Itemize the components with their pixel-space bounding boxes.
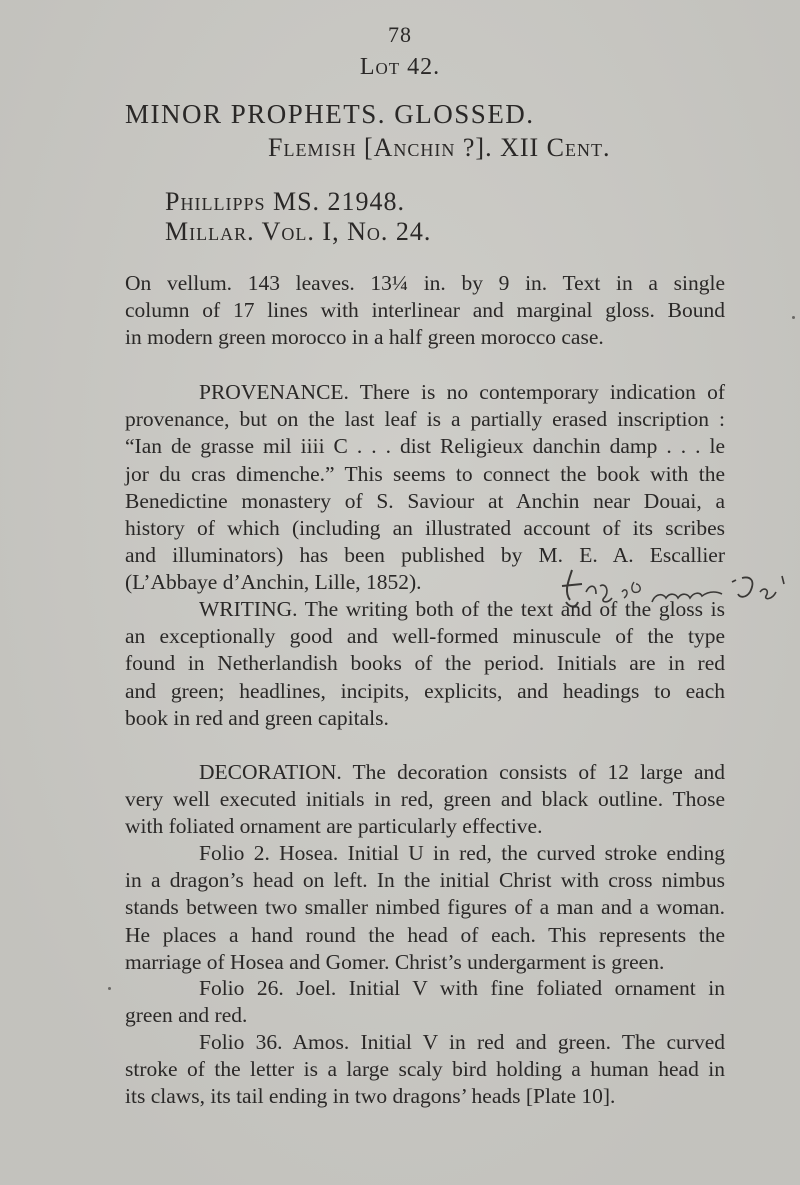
vellum-line: On vellum. 143 leaves. 13¼ in. by 9 in. Text in a single bbox=[125, 271, 725, 295]
provenance-line: (L’Abbaye d’Anchin, Lille, 1852). bbox=[125, 570, 422, 595]
manuscript-number: Phillipps MS. 21948. bbox=[165, 187, 406, 216]
provenance-line: provenance, but on the last leaf is a partially erased inscription : bbox=[125, 407, 725, 432]
folio-26-paragraph bbox=[125, 975, 725, 1029]
folio-36-line: its claws, its tail ending in two dragons’ heads [Plate 10]. bbox=[125, 1084, 616, 1109]
provenance-line: history of which (including an illustrated account of its scribes bbox=[125, 516, 725, 541]
writing-line: and green; headlines, incipits, explicits, and headings to each bbox=[125, 678, 725, 703]
provenance-line: Benedictine monastery of S. Saviour at Anchin near Douai, a bbox=[125, 488, 725, 513]
folio-36-line: stroke of the letter is a large scaly bird holding a human head in bbox=[125, 1057, 725, 1082]
folio-2-line: in a dragon’s head on left. In the initial Christ with cross nimbus bbox=[125, 868, 725, 893]
decoration-line: with foliated ornament are particularly effective. bbox=[125, 814, 543, 839]
stray-mark bbox=[108, 987, 111, 990]
folio-36-paragraph bbox=[125, 1029, 725, 1111]
folio-2-line: stands between two smaller nimbed figures of a man and a woman. bbox=[125, 895, 725, 920]
lot-heading: Lot 42. bbox=[359, 54, 441, 80]
writing-line: found in Netherlandish books of the period. Initials are in red bbox=[125, 651, 725, 676]
provenance-line: jor du cras dimenche.” This seems to connect the book with the bbox=[125, 461, 725, 486]
writing-line: WRITING. The writing both of the text and of the gloss is bbox=[199, 597, 725, 621]
page-number: 78 bbox=[388, 22, 412, 47]
decoration-line: very well executed initials in red, green and black outline. Those bbox=[125, 787, 725, 812]
origin-line: Flemish [Anchin ?]. XII Cent. bbox=[268, 133, 611, 162]
decoration-paragraph bbox=[125, 759, 725, 841]
item-title: MINOR PROPHETS. GLOSSED. bbox=[125, 99, 535, 129]
vellum-line: in modern green morocco in a half green morocco case. bbox=[125, 325, 604, 350]
folio-26-line: green and red. bbox=[125, 1003, 248, 1028]
provenance-line: and illuminators) has been published by M. E. A. Escallier bbox=[125, 543, 725, 568]
folio-2-paragraph bbox=[125, 840, 725, 976]
folio-36-line: Folio 36. Amos. Initial V in red and green. The curved bbox=[199, 1030, 725, 1054]
stray-mark bbox=[792, 316, 795, 319]
vellum-line: column of 17 lines with interlinear and marginal gloss. Bound bbox=[125, 298, 725, 323]
writing-paragraph bbox=[125, 596, 725, 732]
folio-2-line: Folio 2. Hosea. Initial U in red, the curved stroke ending bbox=[199, 841, 725, 865]
vellum-description bbox=[125, 270, 725, 352]
provenance-line: PROVENANCE. There is no contemporary indication of bbox=[199, 380, 725, 404]
folio-2-line: He places a hand round the head of each. This represents the bbox=[125, 922, 725, 947]
decoration-line: DECORATION. The decoration consists of 12 large and bbox=[199, 760, 725, 784]
folio-2-line: marriage of Hosea and Gomer. Christ’s undergarment is green. bbox=[125, 949, 665, 974]
writing-line: book in red and green capitals. bbox=[125, 705, 389, 730]
manuscript-reference: Millar. Vol. I, No. 24. bbox=[165, 217, 432, 246]
writing-line: an exceptionally good and well-formed minuscule of the type bbox=[125, 624, 725, 649]
folio-26-line: Folio 26. Joel. Initial V with fine foliated ornament in bbox=[199, 976, 725, 1000]
provenance-line: “Ian de grasse mil iiii C . . . dist Religieux danchin damp . . . le bbox=[125, 434, 725, 459]
